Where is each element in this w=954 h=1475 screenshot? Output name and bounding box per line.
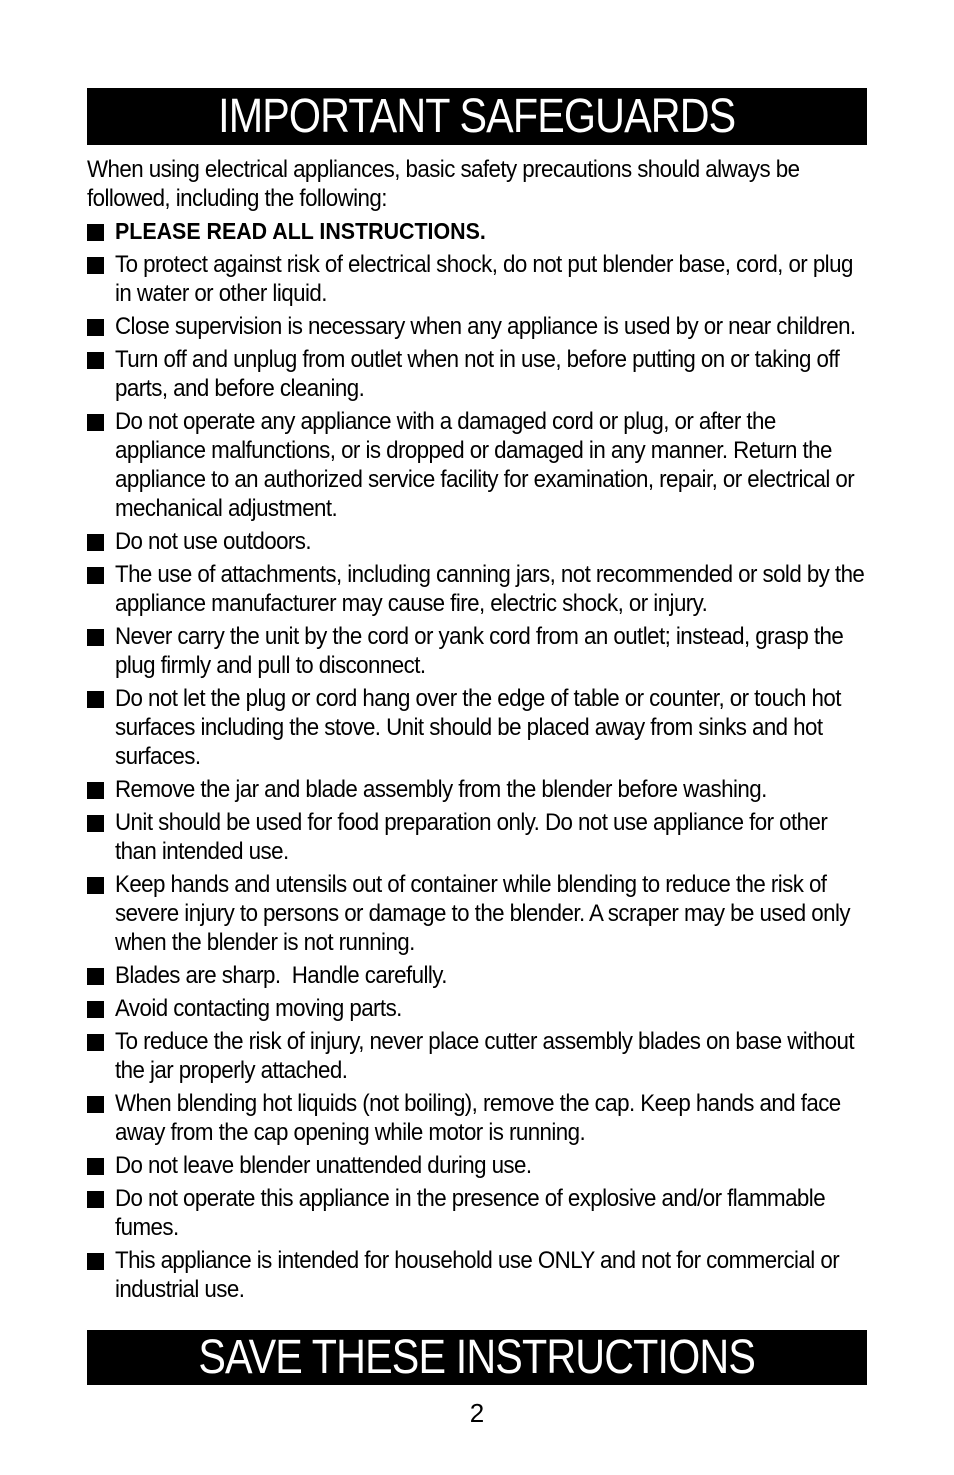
footer-banner [87,1330,867,1385]
list-item: To protect against risk of electrical shock, do not put blender base, cord, or plug in water or other liquid. [87,250,867,308]
list-item: Do not operate any appliance with a damaged cord or plug, or after the appliance malfunctions, or is dropped or damaged in any manner. Return the appliance to an authorized service facility for examination, repair, or electrical or mechanical adjustment. [87,407,867,523]
page-title: IMPORTANT SAFEGUARDS [218,90,736,143]
square-bullet-icon [87,534,104,551]
list-item: Avoid contacting moving parts. [87,994,867,1023]
square-bullet-icon [87,257,104,274]
save-instructions-title: SAVE THESE INSTRUCTIONS [198,1331,756,1384]
list-item: Never carry the unit by the cord or yank cord from an outlet; instead, grasp the plug firmly and pull to disconnect. [87,622,867,680]
square-bullet-icon [87,1001,104,1018]
square-bullet-icon [87,815,104,832]
square-bullet-icon [87,1191,104,1208]
square-bullet-icon [87,691,104,708]
square-bullet-icon [87,319,104,336]
square-bullet-icon [87,1253,104,1270]
list-item: Unit should be used for food preparation only. Do not use appliance for other than intended use. [87,808,867,866]
list-item: To reduce the risk of injury, never place cutter assembly blades on base without the jar properly attached. [87,1027,867,1085]
square-bullet-icon [87,629,104,646]
list-item: Do not leave blender unattended during use. [87,1151,867,1180]
square-bullet-icon [87,1096,104,1113]
square-bullet-icon [87,1034,104,1051]
square-bullet-icon [87,567,104,584]
list-item: Keep hands and utensils out of container while blending to reduce the risk of severe injury to persons or damage to the blender. A scraper may be used only when the blender is not running. [87,870,867,957]
list-item: Turn off and unplug from outlet when not in use, before putting on or taking off parts, and before cleaning. [87,345,867,403]
list-item: Do not use outdoors. [87,527,867,556]
square-bullet-icon [87,782,104,799]
list-item: Do not operate this appliance in the presence of explosive and/or flammable fumes. [87,1184,867,1242]
list-item: Do not let the plug or cord hang over the edge of table or counter, or touch hot surfaces including the stove. Unit should be placed away from sinks and hot surfaces. [87,684,867,771]
square-bullet-icon [87,352,104,369]
square-bullet-icon [87,877,104,894]
square-bullet-icon [87,414,104,431]
list-item: Blades are sharp. Handle carefully. [87,961,867,990]
list-item: The use of attachments, including canning jars, not recommended or sold by the appliance manufacturer may cause fire, electric shock, or injury. [87,560,867,618]
square-bullet-icon [87,968,104,985]
square-bullet-icon [87,224,104,241]
list-item: This appliance is intended for household use ONLY and not for commercial or industrial use. [87,1246,867,1304]
list-item: When blending hot liquids (not boiling), remove the cap. Keep hands and face away from the cap opening while motor is running. [87,1089,867,1147]
list-item: Remove the jar and blade assembly from the blender before washing. [87,775,867,804]
page-number: 2 [469,1398,485,1428]
safeguards-list [87,217,867,1304]
list-item: Close supervision is necessary when any appliance is used by or near children. [87,312,867,341]
square-bullet-icon [87,1158,104,1175]
safeguards-page [87,88,867,1304]
intro-text: When using electrical appliances, basic safety precautions should always be followed, including the following: [87,156,800,212]
list-item: PLEASE READ ALL INSTRUCTIONS. [87,217,867,246]
header-banner [87,88,867,145]
